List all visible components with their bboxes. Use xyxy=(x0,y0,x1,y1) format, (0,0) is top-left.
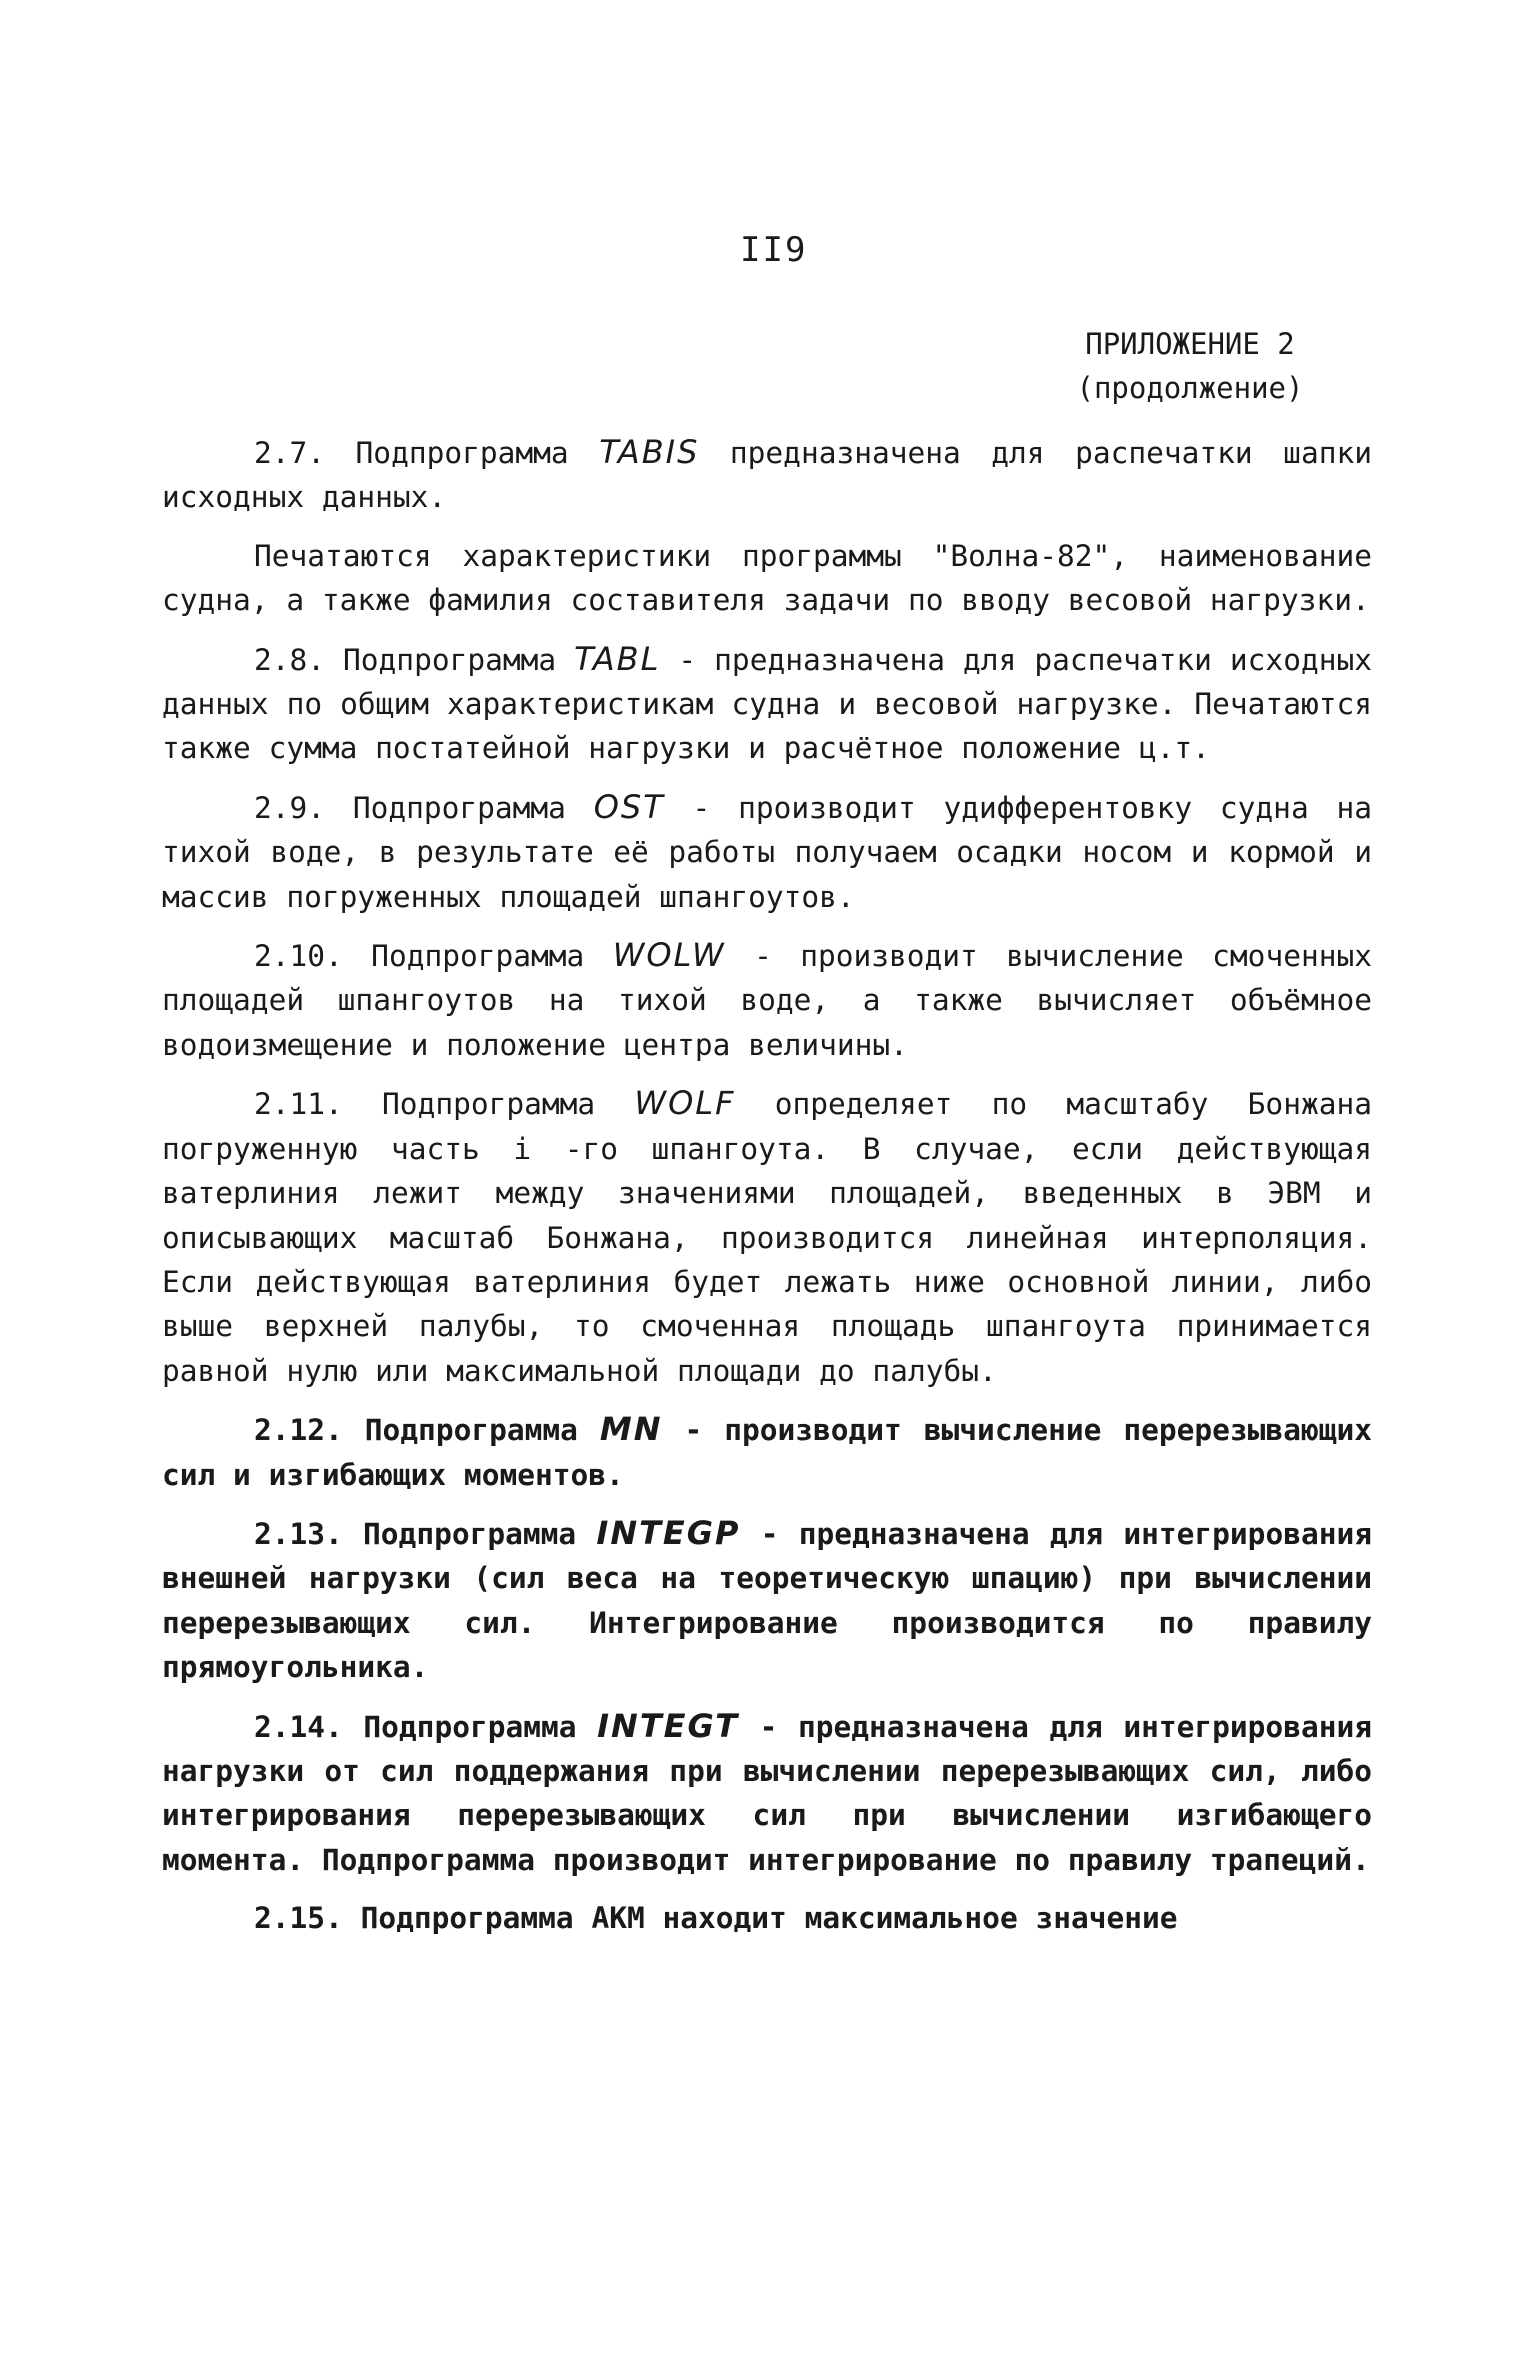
subprogram-name: INTEGP xyxy=(596,1513,741,1552)
subprogram-name: INTEGT xyxy=(597,1706,740,1745)
paragraph-2-10: 2.10. Подпрограмма WOLW - производит вычисление смоченных площадей шпангоутов на тихой воде, а также вычисляет объёмное водоизмещение и положение центра величины. xyxy=(162,936,1373,1062)
subprogram-name: WOLW xyxy=(612,936,726,975)
document-body xyxy=(162,430,1372,1955)
paragraph-2-9: 2.9. Подпрограмма OST - производит удифферентовку судна на тихой воде, в результате её работы получаем осадки носом и кормой и массив погруженных площадей шпангоутов. xyxy=(162,787,1372,914)
appendix-header xyxy=(1060,322,1320,410)
subprogram-name: MN xyxy=(599,1410,663,1449)
subprogram-name: OST xyxy=(593,787,665,826)
paragraph-2-7: 2.7. Подпрограмма TABIS предназначена для распечатки шапки исходных данных. xyxy=(162,433,1372,515)
subprogram-name: WOLF xyxy=(634,1084,736,1123)
appendix-subtitle: (продолжение) xyxy=(1076,371,1304,405)
paragraph-2-7-continued: Печатаются характеристики программы "Волна-82", наименование судна, а также фамилия составителя задачи по вводу весовой нагрузки. xyxy=(162,538,1372,618)
subprogram-name: TABIS xyxy=(599,433,700,471)
paragraph-2-14: 2.14. Подпрограмма INTEGT - предназначена для интегрирования нагрузки от сил поддержания при вычислении перерезывающих сил, либо интегрирования перерезывающих сил при вычислении изгибающего момента. Подпрограмма производит интегрирование по правилу трапеций. xyxy=(162,1706,1372,1877)
appendix-title: ПРИЛОЖЕНИЕ 2 xyxy=(1085,327,1295,361)
page-number: II9 xyxy=(740,230,808,270)
paragraph-2-8: 2.8. Подпрограмма TABL - предназначена для распечатки исходных данных по общим характеристикам судна и весовой нагрузке. Печатаются также сумма постатейной нагрузки и расчётное положение ц.т. xyxy=(162,639,1372,766)
subprogram-name: TABL xyxy=(574,639,661,678)
paragraph-2-13: 2.13. Подпрограмма INTEGP - предназначена для интегрирования внешней нагрузки (сил веса на теоретическую шпацию) при вычислении перерезывающих сил. Интегрирование производится по правилу прямоугольника. xyxy=(162,1513,1373,1685)
paragraph-2-15: 2.15. Подпрограмма АКМ находит максимальное значение xyxy=(254,1901,1178,1936)
paragraph-2-11: 2.11. Подпрограмма WOLF определяет по масштабу Бонжана погруженную часть i -го шпангоута. В случае, если действующая ватерлиния лежит между значениями площадей, введенных в ЭВМ и описывающих масштаб Бонжана, производится линейная интерполяция. Если действующая ватерлиния будет лежать ниже основной линии, либо выше верхней палубы, то смоченная площадь шпангоута принимается равной нулю или максимальной площади до палубы. xyxy=(162,1084,1372,1388)
paragraph-2-12: 2.12. Подпрограмма MN - производит вычисление перерезывающих сил и изгибающих моментов. xyxy=(162,1410,1372,1492)
